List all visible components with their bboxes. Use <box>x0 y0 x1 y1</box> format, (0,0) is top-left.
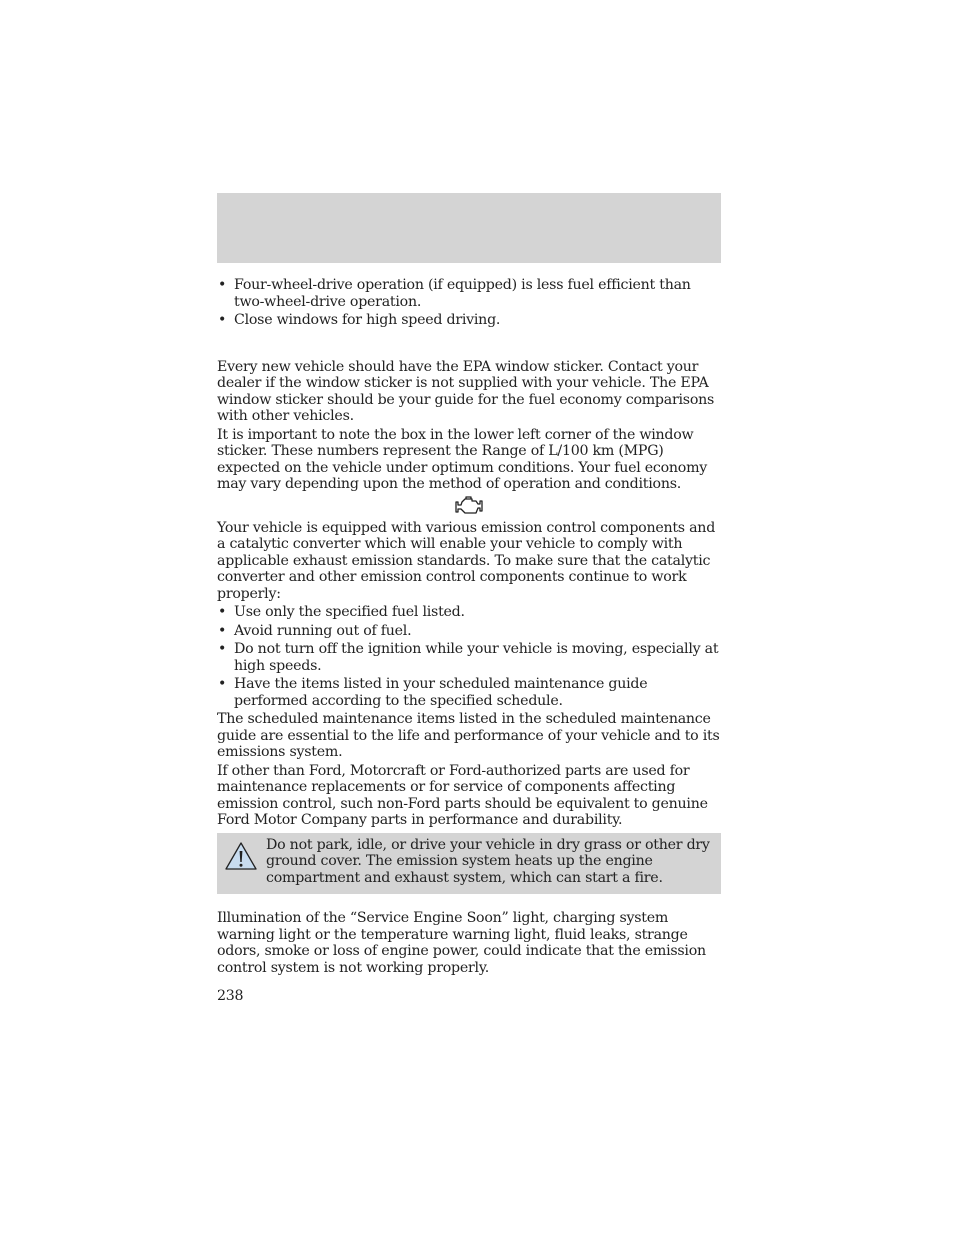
list-item-text: Do not turn off the ignition while your vehicle is moving, especially at high speeds. <box>234 641 719 674</box>
warning-text: Do not park, idle, or drive your vehicle in dry grass or other dry ground cover. The emission system heats up the engine compartment and exhaust system, which can start a fire. <box>266 836 710 886</box>
bullet: • <box>218 676 227 692</box>
engine-icon-row <box>217 495 721 517</box>
bullet: • <box>218 622 227 639</box>
list-item <box>217 641 721 674</box>
list-item-text: Close windows for high speed driving. <box>234 312 501 328</box>
epa-paragraph-2: It is important to note the box in the lower left corner of the window sticker. These numbers represent the Range of L/100 km (MPG) expected on the vehicle under optimum conditions. Your fuel economy may vary depending upon the method of operation and conditions. <box>217 426 708 492</box>
illumination-paragraph: Illumination of the “Service Engine Soon” light, charging system warning light or the temperature warning light, fluid leaks, strange odors, smoke or loss of engine power, could indicate that the emission control system is not working properly. <box>217 910 706 976</box>
maintenance-paragraph: The scheduled maintenance items listed in the scheduled maintenance guide are essential to the life and performance of your vehicle and to its emissions system. <box>217 711 720 760</box>
page-number: 238 <box>217 988 244 1004</box>
warning-triangle-icon <box>224 841 258 871</box>
list-item <box>217 623 721 640</box>
list-item <box>217 277 721 310</box>
bullet: • <box>218 604 227 620</box>
header-band <box>217 193 721 263</box>
epa-paragraph-1: Every new vehicle should have the EPA window sticker. Contact your dealer if the window sticker is not supplied with your vehicle. The EPA window sticker should be your guide for the fuel economy comparisons with other vehicles. <box>217 358 715 424</box>
emission-intro: Your vehicle is equipped with various emission control components and a catalytic converter which will enable your vehicle to comply with applicable exhaust emission standards. To make sure that the catalytic converter and other emission control components continue to work properly: <box>217 519 716 602</box>
list-item-text: Use only the specified fuel listed. <box>234 604 465 620</box>
list-item <box>217 312 721 329</box>
engine-icon <box>454 496 484 516</box>
list-item-text: Four-wheel-drive operation (if equipped) is less fuel efficient than two-wheel-drive operation. <box>234 277 691 310</box>
bullet: • <box>218 641 227 657</box>
fuel-tips-list <box>217 277 721 329</box>
page-content <box>217 277 721 1005</box>
bullet: • <box>218 277 227 293</box>
warning-box <box>217 833 721 895</box>
parts-paragraph: If other than Ford, Motorcraft or Ford-authorized parts are used for maintenance replacements or for service of components affecting emission control, such non-Ford parts should be equivalent to genuine Ford Motor Company parts in performance and durability. <box>217 762 708 828</box>
list-item <box>217 604 721 621</box>
section-gap <box>217 331 721 359</box>
bullet: • <box>218 312 227 328</box>
list-item <box>217 676 721 709</box>
emission-tips-list <box>217 604 721 709</box>
list-item-text: Avoid running out of fuel. <box>234 622 412 639</box>
list-item-text: Have the items listed in your scheduled maintenance guide performed according to the specified schedule. <box>234 676 648 709</box>
